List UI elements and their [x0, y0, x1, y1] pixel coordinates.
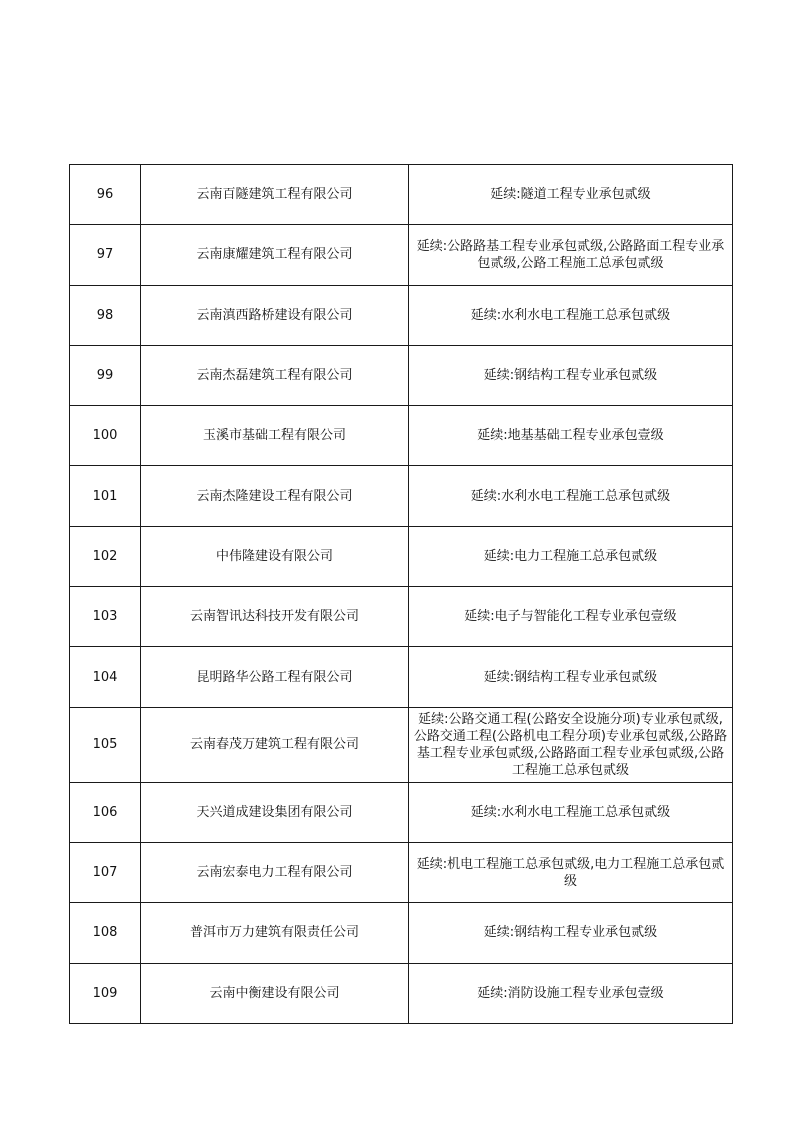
row-number: 107: [70, 842, 141, 902]
row-number: 97: [70, 225, 141, 285]
row-number: 103: [70, 587, 141, 647]
table-row: [70, 466, 733, 526]
qualification-item: 延续:公路交通工程(公路安全设施分项)专业承包贰级,公路交通工程(公路机电工程分项)专业承包贰级,公路路基工程专业承包贰级,公路路面工程专业承包贰级,公路工程施工总承包贰级: [409, 707, 733, 782]
table-row: [70, 782, 733, 842]
company-name: 云南康耀建筑工程有限公司: [141, 225, 409, 285]
company-name: 普洱市万力建筑有限责任公司: [141, 903, 409, 963]
company-name: 昆明路华公路工程有限公司: [141, 647, 409, 707]
qualification-item: 延续:消防设施工程专业承包壹级: [409, 963, 733, 1023]
qualification-item: 延续:水利水电工程施工总承包贰级: [409, 782, 733, 842]
company-name: 云南滇西路桥建设有限公司: [141, 285, 409, 345]
qualification-table: [69, 164, 733, 1024]
row-number: 102: [70, 526, 141, 586]
company-name: 云南百隧建筑工程有限公司: [141, 165, 409, 225]
qualification-item: 延续:水利水电工程施工总承包贰级: [409, 466, 733, 526]
table-row: [70, 842, 733, 902]
qualification-item: 延续:水利水电工程施工总承包贰级: [409, 285, 733, 345]
qualification-item: 延续:机电工程施工总承包贰级,电力工程施工总承包贰级: [409, 842, 733, 902]
row-number: 96: [70, 165, 141, 225]
row-number: 105: [70, 707, 141, 782]
table-row: [70, 165, 733, 225]
table-row: [70, 526, 733, 586]
row-number: 101: [70, 466, 141, 526]
qualification-item: 延续:钢结构工程专业承包贰级: [409, 345, 733, 405]
qualification-item: 延续:电子与智能化工程专业承包壹级: [409, 587, 733, 647]
row-number: 100: [70, 406, 141, 466]
company-name: 云南杰隆建设工程有限公司: [141, 466, 409, 526]
row-number: 98: [70, 285, 141, 345]
company-name: 云南智讯达科技开发有限公司: [141, 587, 409, 647]
row-number: 99: [70, 345, 141, 405]
table-row: [70, 406, 733, 466]
table-row: [70, 647, 733, 707]
table-row: [70, 225, 733, 285]
qualification-item: 延续:隧道工程专业承包贰级: [409, 165, 733, 225]
table-row: [70, 587, 733, 647]
company-name: 云南中衡建设有限公司: [141, 963, 409, 1023]
qualification-item: 延续:地基基础工程专业承包壹级: [409, 406, 733, 466]
table-row: [70, 285, 733, 345]
qualification-item: 延续:公路路基工程专业承包贰级,公路路面工程专业承包贰级,公路工程施工总承包贰级: [409, 225, 733, 285]
qualification-item: 延续:电力工程施工总承包贰级: [409, 526, 733, 586]
table-row: [70, 707, 733, 782]
company-name: 玉溪市基础工程有限公司: [141, 406, 409, 466]
qualification-item: 延续:钢结构工程专业承包贰级: [409, 647, 733, 707]
table-row: [70, 903, 733, 963]
qualification-item: 延续:钢结构工程专业承包贰级: [409, 903, 733, 963]
company-name: 中伟隆建设有限公司: [141, 526, 409, 586]
company-name: 天兴道成建设集团有限公司: [141, 782, 409, 842]
company-name: 云南杰磊建筑工程有限公司: [141, 345, 409, 405]
table-row: [70, 345, 733, 405]
row-number: 106: [70, 782, 141, 842]
row-number: 109: [70, 963, 141, 1023]
company-name: 云南春茂万建筑工程有限公司: [141, 707, 409, 782]
company-name: 云南宏泰电力工程有限公司: [141, 842, 409, 902]
row-number: 108: [70, 903, 141, 963]
table-row: [70, 963, 733, 1023]
row-number: 104: [70, 647, 141, 707]
